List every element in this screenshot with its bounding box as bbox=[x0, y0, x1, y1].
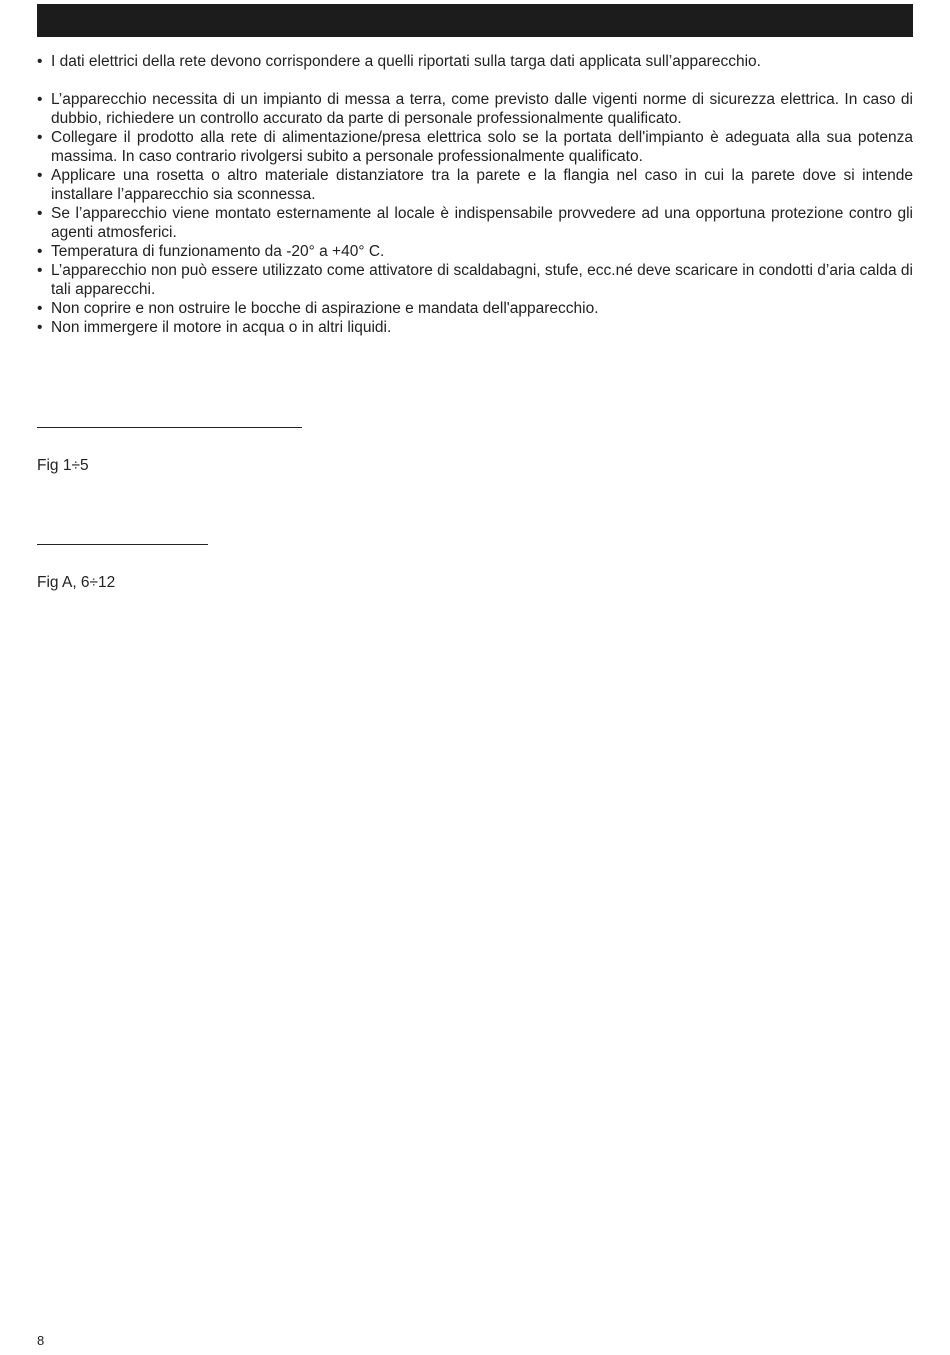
list-item-text: L’apparecchio necessita di un impianto di messa a terra, come previsto dalle vigenti norme di sicurezza elettrica. In caso di dubbio, richiedere un controllo accurato da parte di personale professionalmente qualificato. bbox=[51, 91, 913, 127]
figure-reference: Fig A, 6÷12 bbox=[37, 574, 116, 591]
list-item bbox=[37, 299, 913, 318]
page-number: 8 bbox=[37, 1333, 45, 1348]
list-item bbox=[37, 166, 913, 204]
list-item bbox=[37, 128, 913, 166]
bullet-icon: • bbox=[37, 243, 43, 260]
bullet-icon: • bbox=[37, 319, 43, 336]
safety-bullet-list bbox=[37, 52, 913, 337]
list-item bbox=[37, 242, 913, 261]
list-item bbox=[37, 204, 913, 242]
bullet-icon: • bbox=[37, 205, 43, 222]
bullet-icon: • bbox=[37, 167, 43, 184]
list-item-text: Applicare una rosetta o altro materiale distanziatore tra la parete e la flangia nel caso in cui la parete dove si intende installare l’apparecchio sia sconnessa. bbox=[51, 167, 913, 203]
list-item-text: Non coprire e non ostruire le bocche di aspirazione e mandata dell'apparecchio. bbox=[51, 300, 599, 317]
list-item bbox=[37, 52, 913, 71]
bullet-icon: • bbox=[37, 129, 43, 146]
bullet-icon: • bbox=[37, 300, 43, 317]
list-item-text: Collegare il prodotto alla rete di alimentazione/presa elettrica solo se la portata dell'impianto è adeguata alla sua potenza massima. In caso contrario rivolgersi subito a personale professionalmente qualificato. bbox=[51, 129, 913, 165]
list-item-text: Se l’apparecchio viene montato esternamente al locale è indispensabile provvedere ad una opportuna protezione contro gli agenti atmosferici. bbox=[51, 205, 913, 241]
section-divider bbox=[37, 544, 208, 545]
list-item-text: Non immergere il motore in acqua o in altri liquidi. bbox=[51, 319, 392, 336]
list-item-text: Temperatura di funzionamento da -20° a +40° C. bbox=[51, 243, 385, 260]
figure-reference: Fig 1÷5 bbox=[37, 457, 89, 474]
list-item-text: I dati elettrici della rete devono corrispondere a quelli riportati sulla targa dati applicata sull’apparecchio. bbox=[51, 53, 761, 70]
bullet-icon: • bbox=[37, 262, 43, 279]
header-bar bbox=[37, 4, 913, 37]
bullet-icon: • bbox=[37, 53, 43, 70]
list-item bbox=[37, 261, 913, 299]
list-item bbox=[37, 90, 913, 128]
section-divider bbox=[37, 427, 302, 428]
bullet-icon: • bbox=[37, 91, 43, 108]
list-item bbox=[37, 318, 913, 337]
list-item-text: L’apparecchio non può essere utilizzato come attivatore di scaldabagni, stufe, ecc.né deve scaricare in condotti d’aria calda di tali apparecchi. bbox=[51, 262, 913, 298]
